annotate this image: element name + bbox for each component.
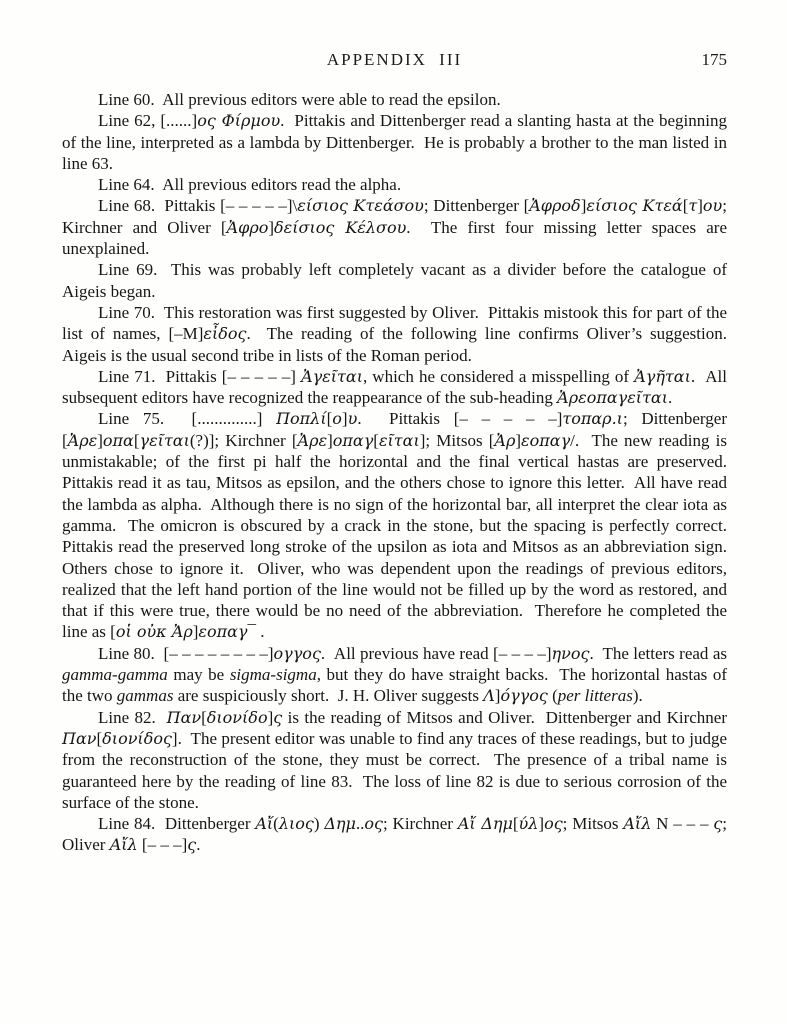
body-text	[62, 89, 736, 856]
note-line-82: Line 82. Παν[διονίδο]ς is the reading of Mitsos and Oliver. Dittenberger and Kirchner Παν[διονίδος]. The present editor was unable to find any traces of these readings, but to judge from the reconstruction of the stone, they must be correct. The presence of a tribal name is guaranteed here by the reading of line 83. The loss of line 82 is due to serious corrosion of the surface of the stone.	[62, 707, 732, 812]
note-line-70: Line 70. This restoration was first suggested by Oliver. Pittakis mistook this for part of the list of names, [–M]εἶδος. The reading of the following line confirms Oliver’s suggestion. Aigeis is the usual second tribe in lists of the Roman period.	[62, 302, 736, 365]
note-line-84: Line 84. Dittenberger Αἴ(λιος) Δημ..ος; Kirchner Αἴ Δημ[ύλ]ος; Mitsos Αἴλ N – – – ς; Oliver Αἴλ [– – –]ς.	[62, 814, 732, 855]
page-title: APPENDIX III	[326, 50, 463, 69]
page-number: 175	[701, 50, 727, 69]
note-line-71: Line 71. Pittakis [– – – – –] Ἀγεῖται, which he considered a misspelling of Ἀγῆται. All subsequent editors have recognized the reappearance of the sub-heading Ἀρεοπαγεῖται.	[62, 366, 732, 408]
page-content	[62, 50, 736, 856]
note-line-68: Line 68. Pittakis [– – – – –]\είσιος Κτεάσου; Dittenberger [Ἀφροδ]είσιος Κτεά[τ]ου; Kirchner and Oliver [Ἀφρο]δείσιος Κέλσου. The first four missing letter spaces are unexplained.	[62, 196, 732, 259]
note-line-60: Line 60. All previous editors were able to read the epsilon.	[98, 90, 501, 109]
note-line-75: Line 75. [..............] Ποπλί[ο]υ. Pittakis [– – – – –]τοπαρ.ι; Dittenberger [Ἀρε]οπα[γεῖται(?)]; Kirchner [Ἀρε]οπαγ[εῖται]; Mitsos [Ἀρ]εοπαγ/. The new reading is unmistakable; of the first pi half the horizontal and the final vertical hastas are preserved. Pittakis read it as tau, Mitsos as epsilon, and the others chose to ignore this letter. All have read the lambda as alpha. Although there is no sign of the horizontal bar, all interpret the clear iota as gamma. The omicron is obscured by a crack in the stone, but the spacing is perfectly correct. Pittakis read the preserved long stroke of the upsilon as iota and Mitsos as an abbreviation sign. Others chose to ignore it. Oliver, who was dependent upon the readings of previous editors, realized that the left hand portion of the line would not be filled up by the word as restored, and that if this were true, there would be no need of the abbreviation. Therefore he completed the line as [οἱ οὐκ Ἀρ]εοπαγ¯ .	[62, 409, 736, 642]
note-line-62: Line 62, [......]ος Φίρμου. Pittakis and Dittenberger read a slanting hasta at the beginning of the line, interpreted as a lambda by Dittenberger. He is probably a brother to the man listed in line 63.	[62, 111, 732, 173]
note-line-80: Line 80. [– – – – – – – –]ογγος. All previous have read [– – – –]ηνος. The letters read as gamma-gamma may be sigma-sigma, but they do have straight backs. The horizontal hastas of the two gammas are suspiciously short. J. H. Oliver suggests Λ]όγγος (per litteras).	[62, 643, 732, 706]
note-line-64: Line 64. All previous editors read the alpha.	[98, 175, 402, 195]
running-head	[62, 50, 727, 72]
note-line-69: Line 69. This was probably left completely vacant as a divider before the catalogue of Aigeis began.	[62, 260, 731, 301]
